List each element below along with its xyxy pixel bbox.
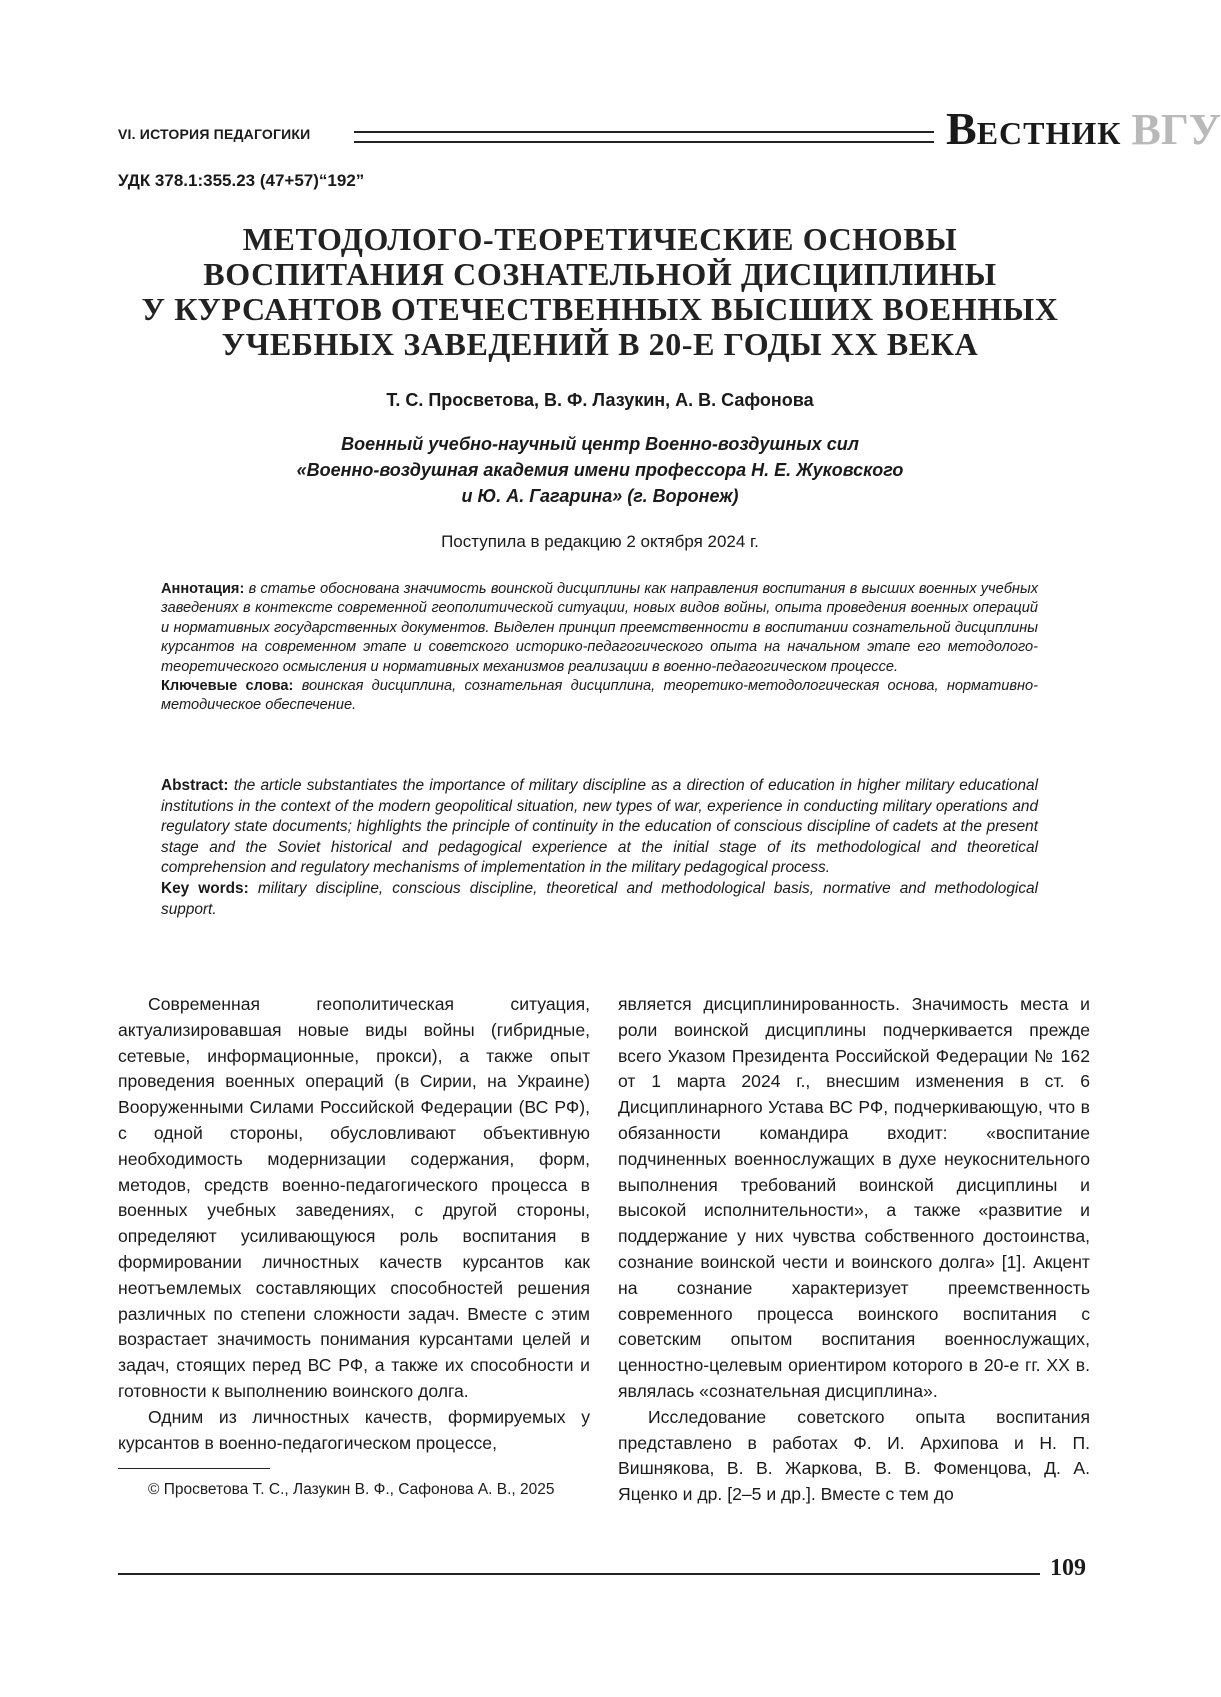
title-line: ВОСПИТАНИЯ СОЗНАТЕЛЬНОЙ ДИСЦИПЛИНЫ <box>203 256 997 292</box>
annotation-text: в статье обоснована значимость воинской дисциплины как направления воспитания в высших военных учебных заведениях в контексте современной геополитической ситуации, новых видов войны, опыта проведения военных операций и нормативных государственных документов. Выделен принцип преемственности в воспитании сознательной дисциплины курсантов на современном этапе и советского историко-педагогического опыта на начальном этапе его методолого-теоретического осмысления и нормативных механизмов реализации в военно-педагогическом процессе. <box>161 581 1038 675</box>
keywords-en-label: Key words: <box>161 879 249 897</box>
page-number: 109 <box>1050 1555 1086 1581</box>
annotation-ru <box>161 580 1038 716</box>
udk-code: УДК 378.1:355.23 (47+57)“192” <box>118 171 365 190</box>
authors: Т. С. Просветова, В. Ф. Лазукин, А. В. Сафонова <box>386 390 814 410</box>
body-paragraph: Одним из личностных качеств, формируемых у курсантов в военно-педагогическом процессе, <box>118 1406 590 1453</box>
header-double-rule <box>354 131 934 143</box>
title-line: УЧЕБНЫХ ЗАВЕДЕНИЙ В 20-Е ГОДЫ ХХ ВЕКА <box>221 326 979 362</box>
article-title <box>100 222 1100 362</box>
journal-rest: ЕСТНИК <box>976 115 1122 151</box>
footnote-rule <box>118 1468 270 1469</box>
abstract-label: Abstract: <box>161 777 229 794</box>
body-column-left <box>118 992 590 1456</box>
body-paragraph: Исследование советского опыта воспитания представлено в работах Ф. И. Архипова и Н. П. Вишнякова, В. В. Жаркова, В. В. Фоменцова, Д. А. Яценко и др. [2–5 и др.]. Вместе с тем до <box>618 1406 1090 1505</box>
journal-initial: В <box>946 103 977 154</box>
body-paragraph: Современная геополитическая ситуация, актуализировавшая новые виды войны (гибридные, сетевые, информационные, прокси), а также опыт проведения военных операций (в Сирии, на Украине) Вооруженными Силами Российской Федерации (ВС РФ), с одной стороны, обусловливают объективную необходимость модернизации содержания, форм, методов, средств военно-педагогического процесса в военных учебных заведениях, с другой стороны, определяют усиливающуюся роль воспитания в формировании личностных качеств курсантов как неотъемлемых составляющих способностей решения различных по степени сложности задач. Вместе с этим возрастает значимость понимания курсантами целей и задач, стоящих перед ВС РФ, а также их способности и готовности к выполнению воинского долга. <box>118 994 590 1401</box>
annotation-label: Аннотация: <box>161 581 245 597</box>
affiliation-line: «Военно-воздушная академия имени профессора Н. Е. Жуковского <box>296 460 904 480</box>
body-column-right <box>618 992 1090 1508</box>
keywords-en: military discipline, conscious discipline, theoretical and methodological basis, normative and methodological support. <box>161 879 1039 918</box>
title-line: У КУРСАНТОВ ОТЕЧЕСТВЕННЫХ ВЫСШИХ ВОЕННЫХ <box>141 291 1059 327</box>
title-line: МЕТОДОЛОГО-ТЕОРЕТИЧЕСКИЕ ОСНОВЫ <box>242 221 958 257</box>
section-label: VI. ИСТОРИЯ ПЕДАГОГИКИ <box>118 126 311 142</box>
abstract-en <box>161 776 1038 920</box>
footer-rule <box>118 1573 1040 1575</box>
abstract-text: the article substantiates the importance of military discipline as a direction of education in higher military educational institutions in the context of the modern geopolitical situation, new types of war, experience in conducting military operations and regulatory state documents; highlights the principle of continuity in the education of conscious discipline of cadets at the present stage and the Soviet historical and pedagogical experience at the initial stage of its methodological and theoretical comprehension and regulatory mechanisms of implementation in the military pedagogical process. <box>161 777 1038 877</box>
keywords-ru: воинская дисциплина, сознательная дисциплина, теоретико-методологическая основа, нормативно-методическое обеспечение. <box>161 678 1038 714</box>
running-header <box>118 103 1221 154</box>
affiliation-line: и Ю. А. Гагарина» (г. Воронеж) <box>461 486 739 506</box>
affiliation-line: Военный учебно-научный центр Военно-воздушных сил <box>341 434 859 454</box>
body-paragraph: является дисциплинированность. Значимость места и роли воинской дисциплины подчеркивается прежде всего Указом Президента Российской Федерации № 162 от 1 марта 2024 г., внесшим изменения в ст. 6 Дисциплинарного Устава ВС РФ, подчеркивающую, что в обязанности командира входит: «воспитание подчиненных военнослужащих в духе неукоснительного выполнения требований воинской дисциплины и высокой исполнительности», а также «развитие и поддержание у них чувства собственного достоинства, сознание воинской чести и воинского долга» [1]. Акцент на сознание характеризует преемственность современного процесса воинского воспитания с советским опытом воспитания военнослужащих, ценностно-целевым ориентиром которого в 20-е гг. ХХ в. являлась «сознательная дисциплина». <box>618 994 1090 1401</box>
received-date: Поступила в редакцию 2 октября 2024 г. <box>441 532 759 551</box>
affiliation <box>100 431 1100 509</box>
keywords-ru-label: Ключевые слова: <box>161 678 294 695</box>
journal-logo <box>946 102 1221 155</box>
copyright-footnote: © Просветова Т. С., Лазукин В. Ф., Сафонова А. В., 2025 <box>148 1481 555 1498</box>
journal-abbr: ВГУ <box>1131 105 1221 154</box>
